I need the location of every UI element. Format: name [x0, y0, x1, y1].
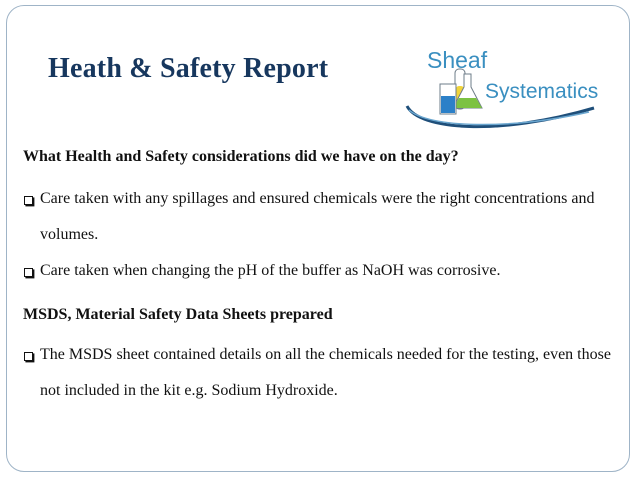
slide-title: Heath & Safety Report [48, 53, 329, 84]
checkbox-bullet-icon [24, 196, 33, 205]
checkbox-bullet-icon [24, 268, 33, 277]
bullet-text: Care taken with any spillages and ensured chemicals were the right concentrations and volumes. [40, 190, 595, 243]
logo-word-2: Systematics [485, 80, 599, 103]
bullet-text: The MSDS sheet contained details on all the chemicals needed for the testing, even those not included in the kit e.g. Sodium Hydroxide. [40, 346, 611, 399]
checkbox-bullet-icon [24, 352, 33, 361]
logo-word-1: Sheaf [427, 47, 488, 73]
company-logo [389, 38, 617, 130]
section-heading-2: MSDS, Material Safety Data Sheets prepared [23, 306, 333, 323]
flask-icon [440, 69, 482, 114]
section-heading-1: What Health and Safety considerations did we have on the day? [23, 148, 459, 165]
bullet-text: Care taken when changing the pH of the buffer as NaOH was corrosive. [40, 262, 501, 279]
